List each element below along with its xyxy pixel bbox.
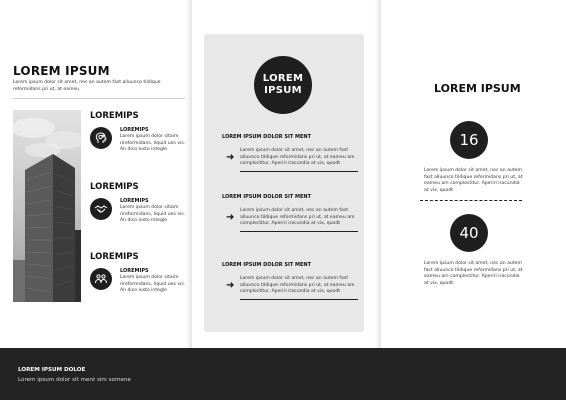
feature-text: Lorem ipsum dolor sitaim rireformidans, liquid ues vis. An dico lusto integle (120, 134, 186, 153)
footer-band (0, 348, 566, 400)
feature-heading: LOREMIPS (90, 252, 139, 262)
feature-heading: LOREMIPS (90, 111, 139, 121)
middle-badge (254, 56, 312, 114)
feature-item (90, 182, 188, 242)
list-item-text: Lorem ipsum dolor sit amet, nec an autem fast alluunco tildique reformidans pri ut, at eameu am complectitur. Aperiri iracundia at vix, quodt (240, 276, 355, 295)
stat-text: Lorem ipsum dolor sit amet, nec an autem fast alluunco tildique reformidans pri ut, at eameu am complectitur. Aperiri iracundia at vix, quodt (424, 168, 523, 193)
list-item (222, 262, 356, 310)
list-item-text: Lorem ipsum dolor sit amet, nec an autem fast alluunco tildique reformidans pri ut, at eameu am complectitur. Aperiri iracundia at vix, quodt (240, 208, 355, 227)
left-panel-intro: Lorem ipsum dolor sit amet, nec an autem fast alluunco tildique reformidans pri ut, at eameu (13, 80, 161, 92)
right-panel-title: LOREM IPSUM (434, 82, 521, 95)
list-item-text: Lorem ipsum dolor sit amet, nec an autem fast alluunco tildique reformidans pri ut, at eameu am complectitur. Aperiri iracundia at vix, quodt (240, 148, 355, 167)
list-item-underline (240, 231, 358, 232)
left-panel-title: LOREM IPSUM (13, 64, 110, 78)
handshake-icon (90, 198, 112, 220)
stat-number: 40 (450, 214, 488, 252)
feature-text: Lorem ipsum dolor sitaim rireformidans, liquid ues vis. An dico lusto integle (120, 275, 186, 294)
arrow-right-icon: ➜ (226, 212, 235, 223)
stat-text: Lorem ipsum dolor sit amet, nec an autem fast alluunco tildique reformidans pri ut, at eameu am complectitur. Aperiri iracundia at vix, quodt (424, 261, 523, 286)
list-item-underline (240, 171, 358, 172)
arrow-right-icon: ➜ (226, 152, 235, 163)
dashed-divider (420, 200, 522, 201)
list-item-heading: LOREM IPSUM DOLOR SIT MENT (222, 134, 311, 140)
list-item-underline (240, 299, 358, 300)
skyscraper-illustration (13, 110, 81, 302)
footer-title: LOREM IPSUM DOLOE (18, 367, 86, 373)
people-icon (90, 268, 112, 290)
left-panel-divider (13, 98, 185, 99)
list-item (222, 194, 356, 242)
list-item-heading: LOREM IPSUM DOLOR SIT MENT (222, 262, 311, 268)
feature-item (90, 111, 188, 171)
feature-subheading: LOREMIPS (120, 268, 149, 274)
gears-head-icon (90, 127, 112, 149)
feature-item (90, 252, 188, 312)
stat-number: 16 (450, 121, 488, 159)
badge-line-1: LOREM (262, 73, 304, 84)
fold-shadow-right (375, 0, 381, 348)
list-item-heading: LOREM IPSUM DOLOR SIT MENT (222, 194, 311, 200)
footer-subtitle: Lorem ipsum dolor sit ment sim somene (18, 377, 131, 383)
feature-subheading: LOREMIPS (120, 198, 149, 204)
feature-subheading: LOREMIPS (120, 127, 149, 133)
feature-text: Lorem ipsum dolor sitaim rireformidans, liquid ues vis. An dico lusto integle (120, 205, 186, 224)
list-item (222, 134, 356, 182)
feature-heading: LOREMIPS (90, 182, 139, 192)
badge-line-2: IPSUM (264, 85, 302, 96)
arrow-right-icon: ➜ (226, 280, 235, 291)
building-photo (13, 110, 81, 302)
